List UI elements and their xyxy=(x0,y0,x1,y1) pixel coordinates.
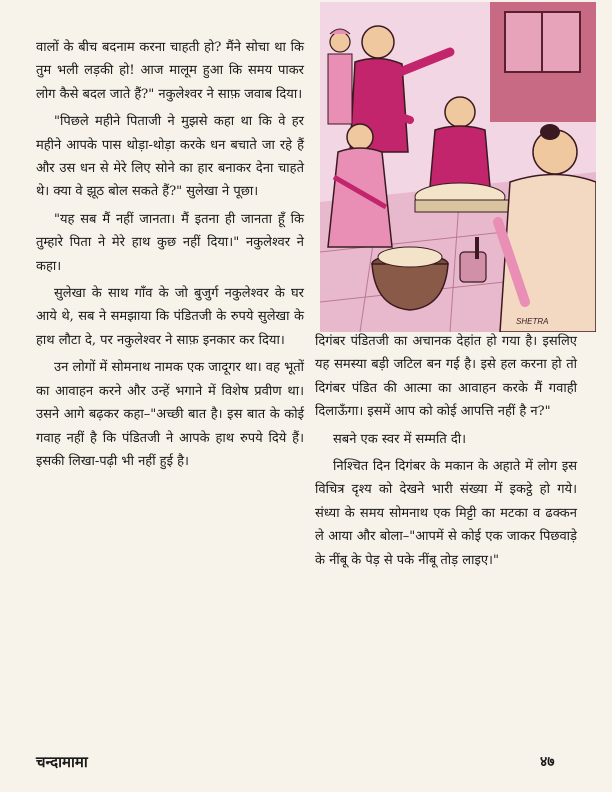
story-illustration xyxy=(320,2,596,332)
left-text-column xyxy=(36,36,304,477)
page-number: ४७ xyxy=(540,754,555,770)
turbaned-figure xyxy=(328,29,352,124)
paragraph: उन लोगों में सोमनाथ नामक एक जादूगर था। वह भूतों का आवाहन करने और उन्हें भगाने में विशेष प्रवीण था। उसने आगे बढ़कर कहा–"अच्छी बात है। इस बात के कोई गवाह नहीं है कि पंडितजी ने आपके हाथ रुपये दिये हैं। इसकी लिखा-पढ़ी भी नहीं हुई है। xyxy=(36,360,304,469)
paragraph: वालों के बीच बदनाम करना चाहती हो? मैंने सोचा था कि तुम भली लड़की हो! आज मालूम हुआ कि समय पाकर लोग कैसे बदल जाते हैं?" नकुलेश्वर ने साफ़ जवाब दिया। xyxy=(36,40,304,102)
paragraph: सुलेखा के साथ गाँव के जो बुजुर्ग नकुलेश्वर के घर आये थे, सब ने समझाया कि पंडितजी के रुपये सुलेखा के हाथ लौटा दे, पर नकुलेश्वर ने साफ़ इनकार कर दिया। xyxy=(36,286,304,348)
right-text-column xyxy=(315,330,577,576)
magazine-title: चन्दामामा xyxy=(36,753,88,771)
paragraph: दिगंबर पंडितजी का अचानक देहांत हो गया है। इसलिए यह समस्या बड़ी जटिल बन गई है। इसे हल करना हो तो दिगंबर पंडित की आत्मा का आवाहन करके मैं गवाही दिलाऊँगा। इसमें आप को कोई आपत्ति नहीं है न?" xyxy=(315,334,577,420)
artist-signature: SHETRA xyxy=(516,317,549,326)
paragraph: निश्चित दिन दिगंबर के मकान के अहाते में लोग इस विचित्र दृश्य को देखने भारी संख्या में इकट्ठे हो गये। संध्या के समय सोमनाथ एक मिट्टी का मटका व ढक्कन ले आया और बोला–"आपमें से कोई एक जाकर पिछवाड़े के नींबू के पेड़ से पके नींबू तोड़ लाइए।" xyxy=(315,459,577,568)
paragraph: "पिछले महीने पिताजी ने मुझसे कहा था कि वे हर महीने आपके पास थोड़ा-थोड़ा करके धन बचाते जा रहे हैं और उस धन से मेरे लिए सोने का हार बनाकर देना चाहते थे। क्या वे झूठ बोल सकते हैं?" सुलेखा ने पूछा। xyxy=(36,114,304,200)
paragraph: सबने एक स्वर में सम्मति दी। xyxy=(333,431,467,447)
paragraph: "यह सब मैं नहीं जानता। मैं इतना ही जानता हूँ कि तुम्हारे पिता ने मेरे हाथ कुछ नहीं दिया।" नकुलेश्वर ने कहा। xyxy=(36,211,304,274)
